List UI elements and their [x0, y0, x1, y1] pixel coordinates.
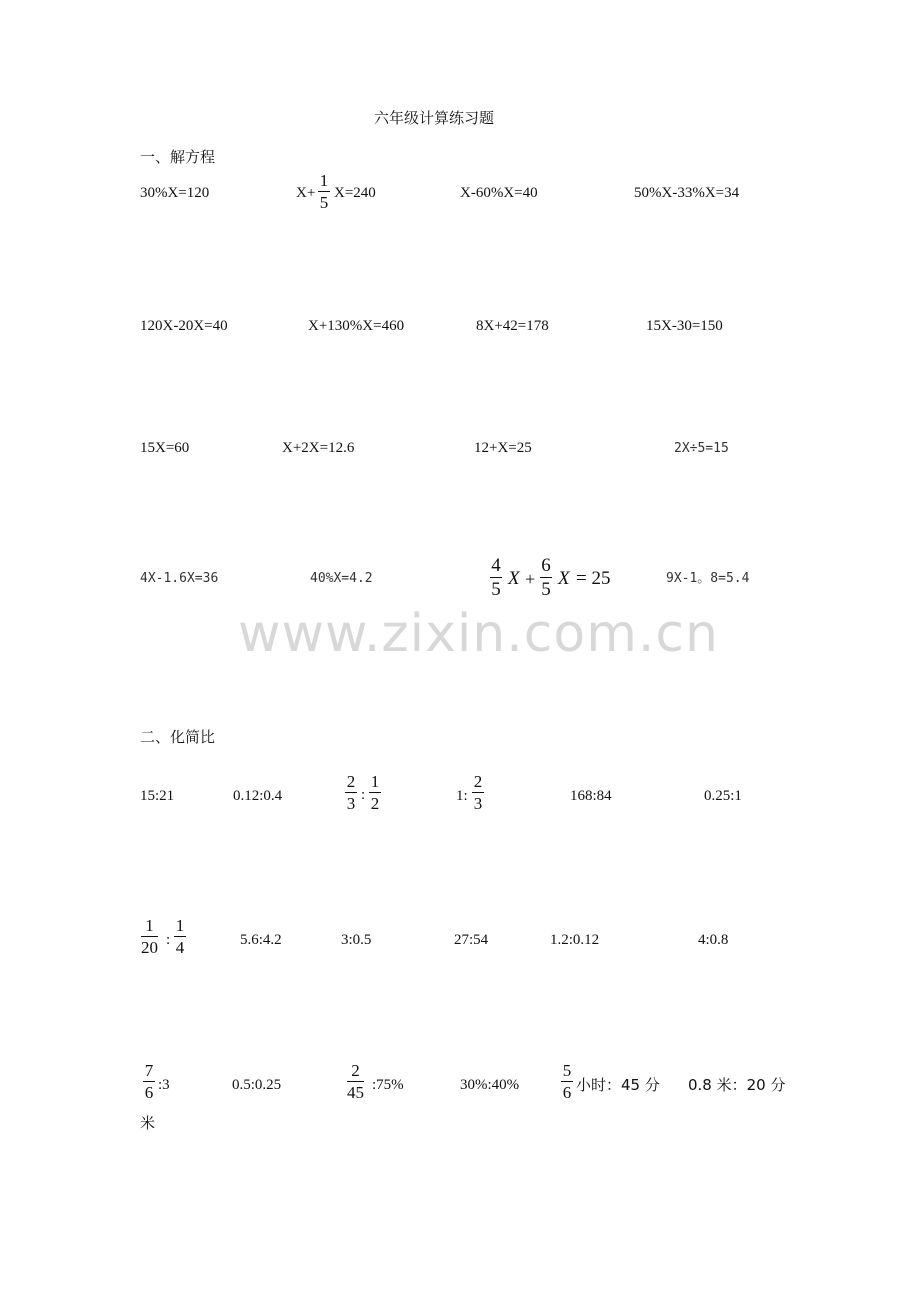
ratio-10: 27:54	[454, 932, 489, 948]
equation-15-fraction-1	[490, 556, 502, 599]
ratio-4-prefix: 1:	[456, 788, 468, 804]
fraction-numerator: 2	[473, 772, 483, 791]
equation-5: 120X-20X=40	[140, 318, 228, 334]
fraction-numerator: 2	[351, 1061, 360, 1080]
fraction-bar	[318, 191, 330, 192]
ratio-15-suffix: :75%	[372, 1077, 404, 1093]
ratio-7-fraction-1	[141, 917, 158, 956]
equation-2-suffix: X=240	[334, 185, 376, 201]
section-heading-ratios: 二、化简比	[140, 728, 216, 746]
fraction-numerator: 5	[562, 1061, 572, 1080]
fraction-denominator: 4	[175, 938, 185, 957]
fraction-bar	[490, 577, 502, 578]
fraction-numerator: 4	[491, 555, 501, 576]
ratio-6: 0.25:1	[704, 788, 742, 804]
fraction-numerator: 1	[370, 772, 380, 791]
equation-16: 9X-1。8=5.4	[666, 571, 750, 586]
ratio-4-fraction	[472, 773, 484, 812]
ratio-17-suffix: 小时：45 分	[576, 1076, 660, 1094]
ratio-8: 5.6:4.2	[240, 932, 282, 948]
equation-9: 15X=60	[140, 440, 190, 456]
ratio-13-suffix: :3	[158, 1077, 170, 1093]
equation-7: 8X+42=178	[476, 318, 549, 334]
ratio-3-colon: :	[361, 787, 366, 803]
fraction-denominator: 5	[319, 193, 329, 212]
fraction-bar	[141, 936, 158, 937]
ratio-7-colon: :	[166, 932, 171, 948]
section-heading-equations: 一、解方程	[140, 148, 216, 166]
ratio-14: 0.5:0.25	[232, 1077, 282, 1093]
equation-4: 50%X-33%X=34	[634, 185, 740, 201]
equation-2-prefix: X+	[296, 185, 316, 201]
fraction-bar	[174, 936, 186, 937]
ratio-18: 0.8 米：20 分	[688, 1076, 786, 1094]
fraction-bar	[561, 1081, 573, 1082]
equation-15-plus: +	[525, 569, 536, 589]
ratio-3-fraction-1	[345, 773, 357, 812]
fraction-bar	[143, 1081, 155, 1082]
equation-15-var-2: X	[558, 568, 570, 589]
fraction-bar	[345, 792, 357, 793]
fraction-bar	[540, 577, 552, 578]
equation-14: 40%X=4.2	[310, 571, 373, 586]
ratio-17-fraction	[561, 1062, 573, 1101]
fraction-numerator: 7	[144, 1061, 154, 1080]
equation-3: X-60%X=40	[460, 185, 538, 201]
fraction-denominator: 2	[370, 794, 380, 813]
fraction-denominator: 5	[541, 579, 551, 600]
watermark: www.zixin.com.cn	[238, 604, 719, 664]
equation-15-result: = 25	[576, 568, 611, 589]
fraction-numerator: 1	[145, 916, 154, 935]
ratio-2: 0.12:0.4	[233, 788, 283, 804]
equation-15-fraction-2	[540, 556, 552, 599]
ratio-5: 168:84	[570, 788, 612, 804]
fraction-denominator: 45	[347, 1083, 364, 1102]
equation-12: 2X÷5=15	[674, 441, 729, 456]
equation-13: 4X-1.6X=36	[140, 571, 219, 586]
fraction-bar	[347, 1081, 364, 1082]
equation-2-fraction	[318, 172, 330, 211]
fraction-denominator: 3	[346, 794, 356, 813]
ratio-11: 1.2:0.12	[550, 932, 600, 948]
page-title: 六年级计算练习题	[374, 109, 495, 127]
ratio-13-fraction	[143, 1062, 155, 1101]
equation-6: X+130%X=460	[308, 318, 405, 334]
fraction-numerator: 6	[541, 555, 551, 576]
fraction-numerator: 2	[346, 772, 356, 791]
equation-10: X+2X=12.6	[282, 440, 355, 456]
ratio-16: 30%:40%	[460, 1077, 520, 1093]
ratio-9: 3:0.5	[341, 932, 372, 948]
fraction-numerator: 1	[319, 171, 329, 190]
equation-11: 12+X=25	[474, 440, 532, 456]
equation-15-var-1: X	[508, 568, 520, 589]
fraction-denominator: 3	[473, 794, 483, 813]
ratio-18-wrap: 米	[140, 1114, 156, 1132]
ratio-12: 4:0.8	[698, 932, 729, 948]
ratio-1: 15:21	[140, 788, 175, 804]
equation-8: 15X-30=150	[646, 318, 723, 334]
equation-1: 30%X=120	[140, 185, 210, 201]
ratio-7-fraction-2	[174, 917, 186, 956]
fraction-bar	[472, 792, 484, 793]
fraction-denominator: 6	[144, 1083, 154, 1102]
fraction-numerator: 1	[175, 916, 185, 935]
fraction-denominator: 6	[562, 1083, 572, 1102]
fraction-denominator: 20	[141, 938, 158, 957]
fraction-bar	[369, 792, 381, 793]
ratio-3-fraction-2	[369, 773, 381, 812]
ratio-15-fraction	[347, 1062, 364, 1101]
fraction-denominator: 5	[491, 579, 501, 600]
